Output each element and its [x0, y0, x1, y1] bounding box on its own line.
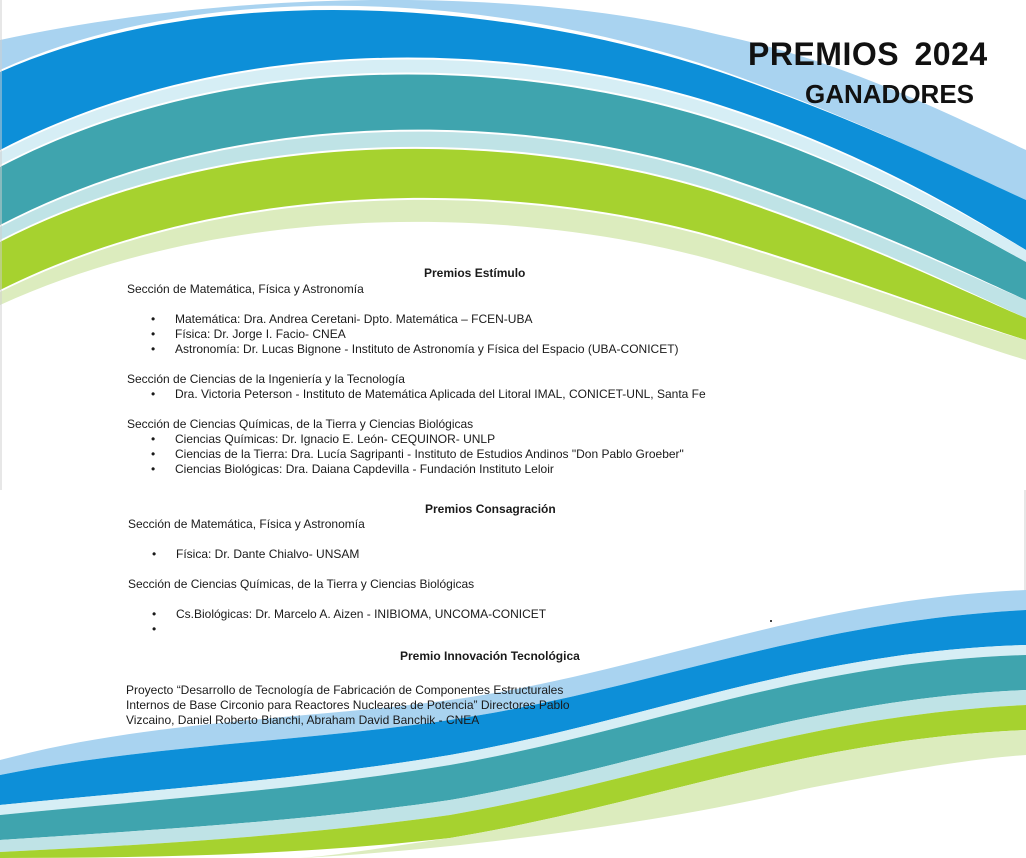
list-item	[151, 462, 554, 476]
bullet-icon: •	[151, 387, 156, 401]
list-item-text: Física: Dr. Jorge I. Facio- CNEA	[175, 327, 346, 341]
list-item	[151, 432, 496, 446]
list-item	[152, 547, 360, 561]
list-item	[151, 387, 706, 401]
list-item-text: Astronomía: Dr. Lucas Bignone - Instituto de Astronomía y Física del Espacio (UBA-CONICET)	[175, 342, 679, 356]
list-item-text: Ciencias Químicas: Dr. Ignacio E. León- CEQUINOR- UNLP	[175, 432, 496, 446]
estimulo-section-1-label: Sección de Matemática, Física y Astronomía	[127, 282, 364, 296]
stray-dot	[770, 620, 772, 622]
innovacion-heading: Premio Innovación Tecnológica	[400, 649, 580, 663]
bullet-icon: •	[151, 462, 156, 476]
consagracion-section-1-label: Sección de Matemática, Física y Astronomía	[128, 517, 365, 531]
list-item-text: Ciencias de la Tierra: Dra. Lucía Sagripanti - Instituto de Estudios Andinos "Don Pablo Groeber"	[175, 447, 684, 461]
estimulo-section-2-label: Sección de Ciencias de la Ingeniería y la Tecnología	[127, 372, 405, 386]
bullet-icon: •	[151, 447, 156, 461]
innovacion-paragraph: Proyecto “Desarrollo de Tecnología de Fabricación de Componentes Estructurales Internos de Base Circonio para Reactores Nucleares de Potencia” Directores Pablo Vizcaino, Daniel Roberto Bianchi, Abraham David Banchik - CNEA	[126, 683, 570, 727]
list-item-text: Ciencias Biológicas: Dra. Daiana Capdevilla - Fundación Instituto Leloir	[175, 462, 554, 476]
list-item	[152, 607, 547, 621]
list-item-text: Matemática: Dra. Andrea Ceretani- Dpto. Matemática – FCEN-UBA	[175, 312, 533, 326]
estimulo-heading: Premios Estímulo	[424, 266, 526, 280]
bullet-icon: •	[151, 327, 156, 341]
list-item	[151, 327, 346, 341]
page-title: PREMIOS 2024	[748, 36, 988, 72]
list-item-text: Física: Dr. Dante Chialvo- UNSAM	[176, 547, 360, 561]
bullet-icon: •	[151, 342, 156, 356]
list-item	[151, 342, 679, 356]
estimulo-section-3-label: Sección de Ciencias Químicas, de la Tierra y Ciencias Biológicas	[127, 417, 474, 431]
consagracion-heading: Premios Consagración	[425, 502, 556, 516]
consagracion-section-2-label: Sección de Ciencias Químicas, de la Tierra y Ciencias Biológicas	[128, 577, 475, 591]
page-subtitle: GANADORES	[805, 79, 975, 109]
list-item	[151, 312, 533, 326]
bullet-icon: •	[152, 622, 157, 636]
bullet-icon: •	[152, 547, 157, 561]
list-item	[151, 447, 684, 461]
list-item-text: Dra. Victoria Peterson - Instituto de Matemática Aplicada del Litoral IMAL, CONICET-UNL, Santa Fe	[175, 387, 706, 401]
bullet-icon: •	[151, 312, 156, 326]
bullet-icon: •	[151, 432, 156, 446]
bullet-icon: •	[152, 607, 157, 621]
list-item-text: Cs.Biológicas: Dr. Marcelo A. Aizen - INIBIOMA, UNCOMA-CONICET	[176, 607, 547, 621]
